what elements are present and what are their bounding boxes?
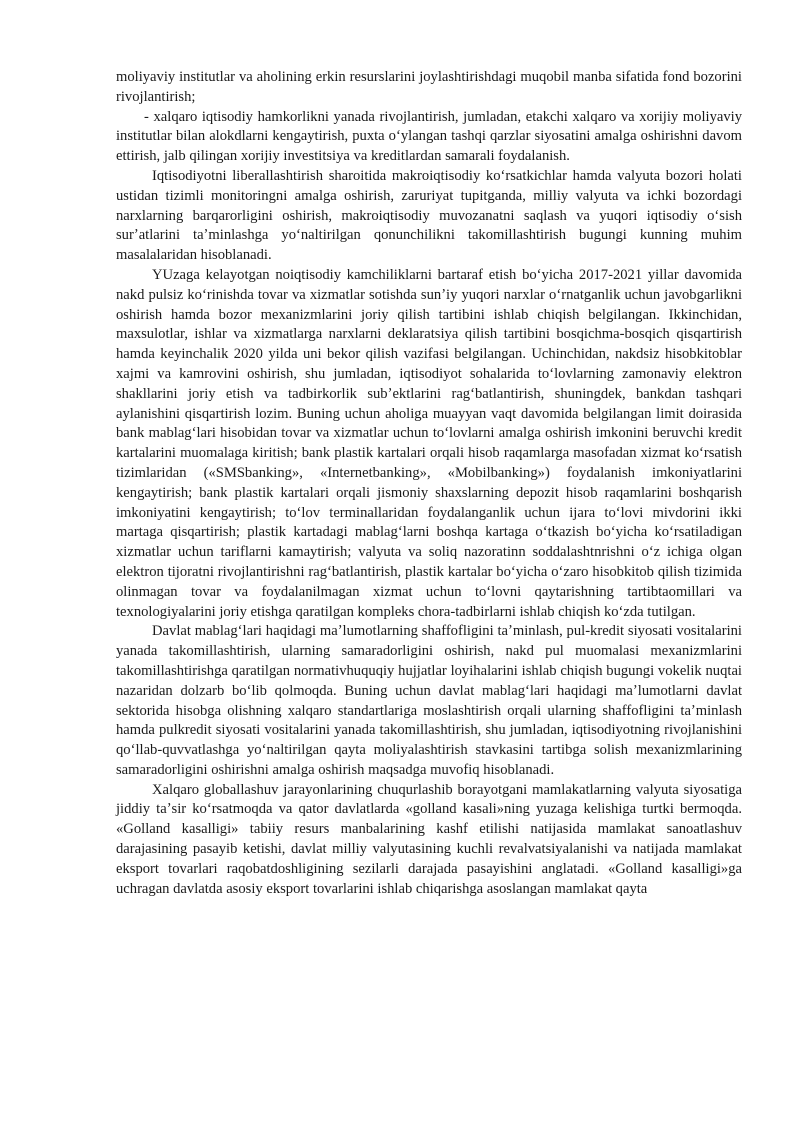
paragraph-liberalization: Iqtisodiyotni liberallashtirish sharoitida makroiqtisodiy koʻrsatkichlar hamda valyuta bozori holati ustidan tizimli monitoringni amalga oshirish, zaruriyat tupitganda, milliy valyuta va ichki bozordagi narxlarning barqarorligini oshirish, makroiqtisodiy muvozanatni saqlash va yuqori iqtisodiy oʻsish surʼatlarini taʼminlashga yoʻnaltirilgan qonunchilikni takomillashtirish bugungi kunning muhim masalalaridan hisoblanadi.	[116, 167, 742, 264]
document-page	[116, 68, 742, 899]
paragraph-noneconomic-shortcomings: YUzaga kelayotgan noiqtisodiy kamchiliklarni bartaraf etish boʻyicha 2017-2021 yillar davomida nakd pulsiz koʻrinishda tovar va xizmatlar sotishda sunʼiy yuqori narxlar oʻrnatganlik uchun javobgarlikni oshirish hamda bozor mexanizmlarini joriy qilish tartibini ishlab chiqish belgilangan. Ikkinchidan, maxsulotlar, ishlar va xizmatlarga narxlarni deklaratsiya qilish tartibini bosqichma-bosqich qisqartirish hamda keyinchalik 2020 yilda uni bekor qilish vazifasi belgilangan. Uchinchidan, nakdsiz hisobkitoblar xajmi va kamrovini oshirish, shu jumladan, iqtisodiyot sohalarida toʻlovlarning zamonaviy elektron shakllarini joriy etish va tadbirkorlik subʼektlarini ragʻbatlantirish, shuningdek, bankdan tashqari aylanishini qisqartirish lozim. Buning uchun aholiga muayyan vaqt davomida belgilangan limit doirasida bank mablagʻlari hisobidan tovar va xizmatlar uchun toʻlovlarni amalga oshirish imkonini beruvchi kredit kartalarini muomalaga kiritish; bank plastik kartalari orqali hisob raqamlarga masofadan xizmat koʻrsatish tizimlaridan («SMSbanking», «Internetbanking», «Mobilbanking») foydalanish imkoniyatlarini kengaytirish; bank plastik kartalari orqali jismoniy shaxslarning depozit hisob raqamlarini boshqarish imkoniyatini kengaytirish; toʻlov terminallaridan foydalanganlik uchun ijara toʻlovi mivdorini ikki martaga qisqartirish; plastik kartadagi mablagʻlarni boshqa kartaga oʻtkazish boʻyicha koʻrsatiladigan xizmatlar uchun tariflarni kamaytirish; valyuta va soliq nazoratinn soddalashtnrishni oʻz ichiga olgan elektron tijoratni rivojlantirishni ragʻbatlantirish, plastik kartalar boʻyicha oʻzaro hisobkitob qilish tizimida olinmagan tovar va foydalanilmagan xizmat uchun toʻlovni qaytarishning tartibtaomillari va texnologiyalarini joriy etishga qaratilgan kompleks chora-tadbirlarni ishlab chiqish koʻzda tutilgan.	[116, 266, 742, 620]
paragraph-dutch-disease: Xalqaro globallashuv jarayonlarining chuqurlashib borayotgani mamlakatlarning valyuta siyosatiga jiddiy taʼsir koʻrsatmoqda va qator davlatlarda «golland kasali»ning yuzaga kelishiga turtki bermoqda. «Golland kasalligi» tabiiy resurs manbalarining kashf etilishi natijasida mamlakat sanoatlashuv darajasining pasayib ketishi, davlat milliy valyutasining kuchli revalvatsiyalanishi va natijada mamlakat eksport tovarlari raqobatdoshligining sezilarli darajada pasayishini anglatadi. «Golland kasalligi»ga uchragan davlatda asosiy eksport tovarlarini ishlab chiqarishga asoslangan mamlakat qayta	[116, 781, 742, 897]
paragraph-bullet-international-cooperation: - xalqaro iqtisodiy hamkorlikni yanada rivojlantirish, jumladan, etakchi xalqaro va xorijiy moliyaviy institutlar bilan alokdlarni kengaytirish, puxta oʻylangan tashqi qarzlar siyosatini amalga oshirishni davom ettirish, jalb qilingan xorijiy investitsiya va kreditlardan samarali foydalanish.	[116, 108, 742, 165]
paragraph-state-funds-transparency: Davlat mablagʻlari haqidagi maʼlumotlarning shaffofligini taʼminlash, pul-kredit siyosati vositalarini yanada takomillashtirish, ularning samaradorligini oshirish, nakd pul muomalasi mexanizmlarini takomillashtirishga qaratilgan normativhuquqiy hujjatlar loyihalarini ishlab chiqish bugungi vokelik nuqtai nazaridan dolzarb boʻlib qolmoqda. Buning uchun davlat mablagʻlari haqidagi maʼlumotlarni davlat sektorida hisobga olishning xalqaro standartlariga moslashtirish orqali ularning shaffofligini taʼminlash hamda pulkredit siyosati vositalarini yanada takomillashtirish, shu jumladan, iqtisodiyotning rivojlanishini qoʻllab-quvvatlashga yoʻnaltirilgan qayta moliyalashtirish stavkasini tartibga solish mexanizmlarining samaradorligini oshirishni amalga oshirish maqsadga muvofiq hisoblanadi.	[116, 623, 742, 778]
paragraph-continuation: moliyaviy institutlar va aholining erkin resurslarini joylashtirishdagi muqobil manba sifatida fond bozorini rivojlantirish;	[116, 69, 742, 105]
